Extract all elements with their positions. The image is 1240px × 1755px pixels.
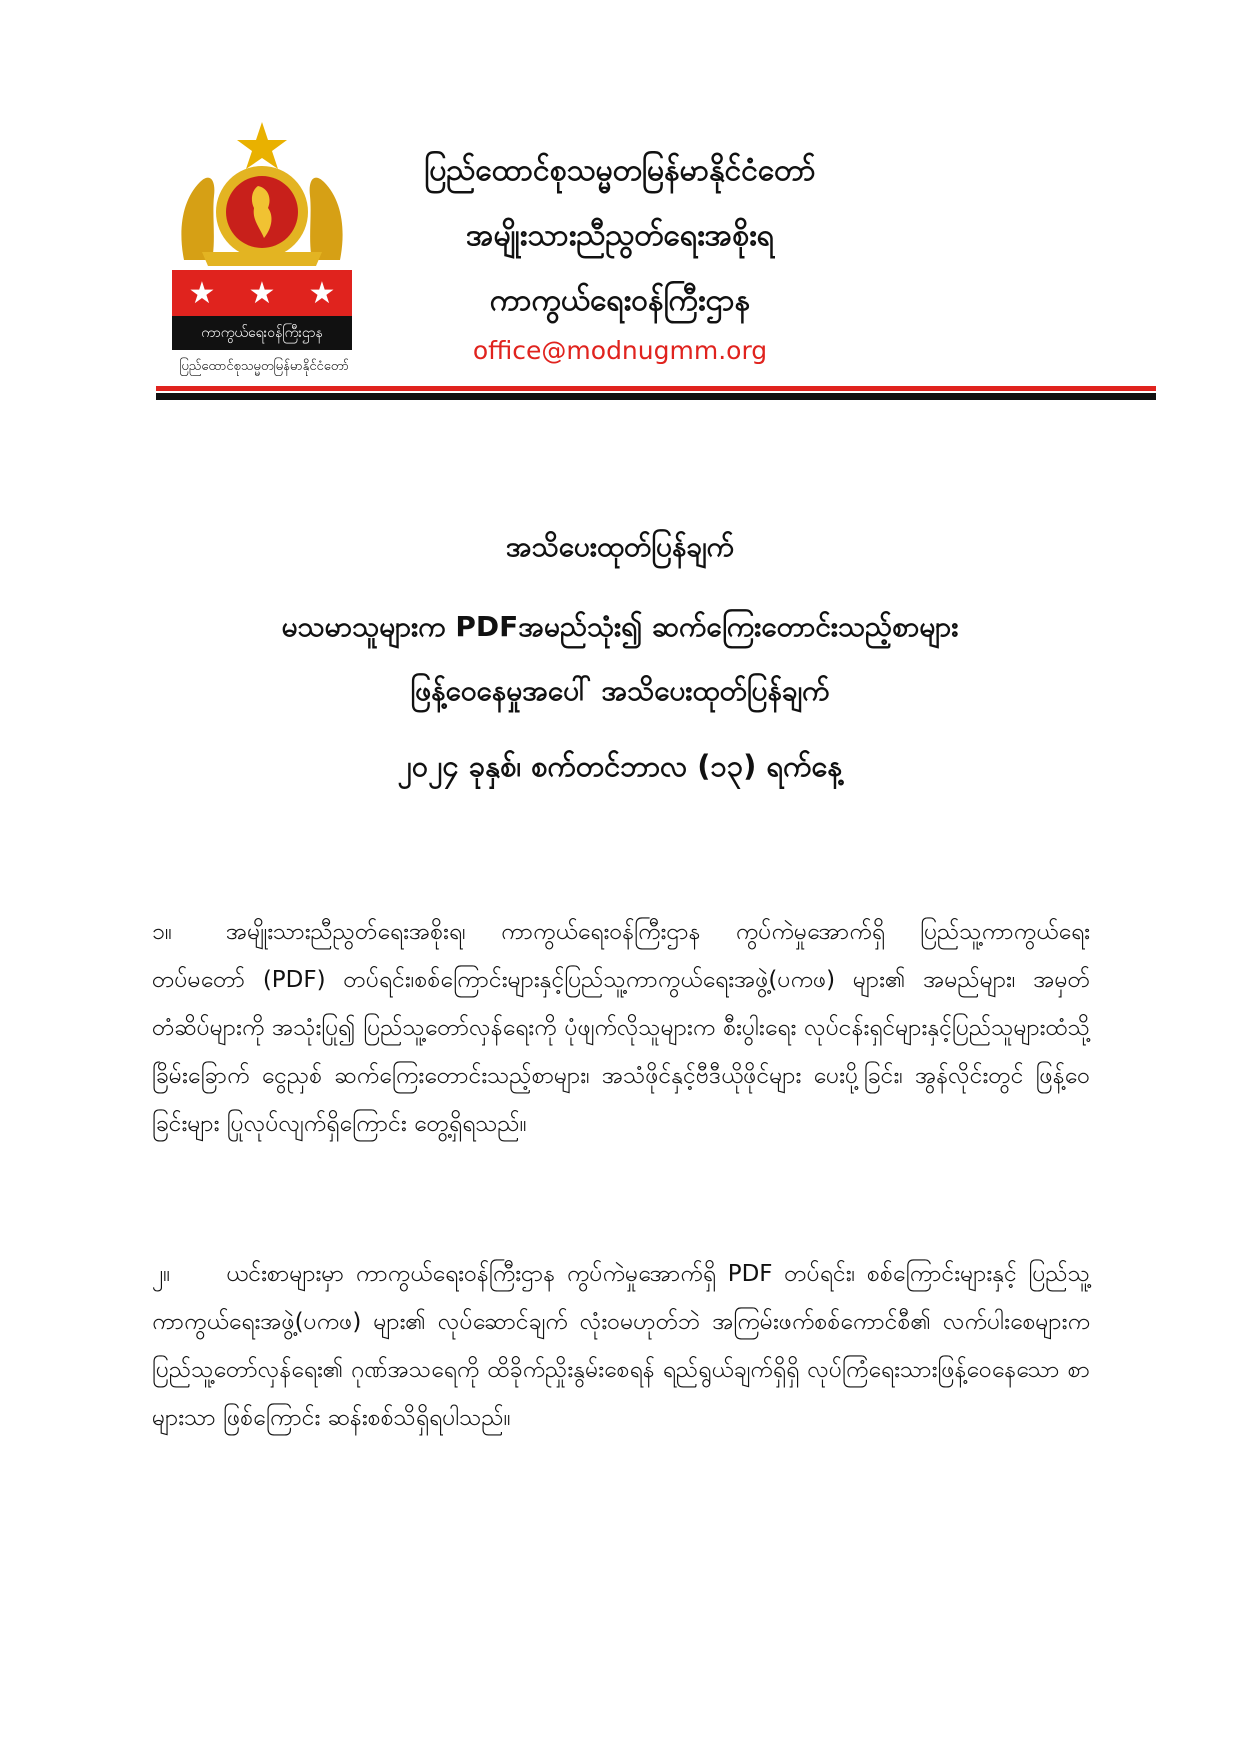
document-date: ၂၀၂၄ ခုနှစ်၊ စက်တင်ဘာလ (၁၃) ရက်နေ့ bbox=[397, 749, 843, 783]
paragraph-number: ၁။ bbox=[152, 919, 172, 945]
header-divider-red bbox=[156, 386, 1156, 391]
ministry-emblem bbox=[172, 120, 360, 382]
document-subject-line2: ဖြန့်ဝေနေမှုအပေါ် အသိပေးထုတ်ပြန်ချက် bbox=[410, 674, 830, 707]
document-title: အသိပေးထုတ်ပြန်ချက် bbox=[505, 530, 735, 563]
paragraph-1 bbox=[152, 908, 1090, 1148]
header-email-link[interactable]: office@modnugmm.org bbox=[472, 336, 768, 365]
paragraph-number: ၂။ bbox=[152, 1261, 171, 1287]
emblem-star-band bbox=[172, 270, 352, 316]
star-icon: ★ bbox=[248, 275, 276, 311]
star-icon: ★ bbox=[308, 275, 336, 311]
emblem-ministry-label: ကာကွယ်ရေးဝန်ကြီးဌာန bbox=[172, 316, 352, 350]
paragraph-text: ယင်းစာများမှာ ကာကွယ်ရေးဝန်ကြီးဌာန ကွပ်ကဲမှုအောက်ရှိ PDF တပ်ရင်း၊ စစ်ကြောင်းများနှင့် ပြည်သူ့ ကာကွယ်ရေးအဖွဲ့(ပကဖ) များ၏ လုပ်ဆောင်ချက် လုံးဝမဟုတ်ဘဲ အကြမ်းဖက်စစ်ကောင်စီ၏ လက်ပါးစေများက ပြည်သူ့တော်လှန်ရေး၏ ဂုဏ်အသရေကို ထိခိုက်ညှိုးနွမ်းစေရန် ရည်ရွယ်ချက်ရှိရှိ လုပ်ကြံရေးသားဖြန့်ဝေနေသော စာများသာ ဖြစ်ကြောင်း ဆန်းစစ်သိရှိရပါသည်။ bbox=[152, 1261, 1090, 1431]
paragraph-2 bbox=[152, 1250, 1090, 1442]
header-divider-black bbox=[156, 393, 1156, 400]
header-country-name: ပြည်ထောင်စုသမ္မတမြန်မာနိုင်ငံတော် bbox=[424, 153, 816, 188]
header-ministry-name: ကာကွယ်ရေးဝန်ကြီးဌာန bbox=[489, 283, 751, 318]
header-government-name: အမျိုးသားညီညွတ်ရေးအစိုးရ bbox=[466, 218, 774, 253]
coat-of-arms-icon bbox=[172, 120, 352, 270]
paragraph-text: အမျိုးသားညီညွတ်ရေးအစိုးရ၊ ကာကွယ်ရေးဝန်ကြီးဌာန ကွပ်ကဲမှုအောက်ရှိ ပြည်သူ့ကာကွယ်ရေးတပ်မတော် (PDF) တပ်ရင်း၊စစ်ကြောင်းများနှင့်ပြည်သူ့ကာကွယ်ရေးအဖွဲ့(ပကဖ) များ၏ အမည်များ၊ အမှတ်တံဆိပ်များကို အသုံးပြု၍ ပြည်သူ့တော်လှန်ရေးကို ပုံဖျက်လိုသူများက စီးပွါးရေး လုပ်ငန်းရှင်များနှင့်ပြည်သူများထံသို့ ခြိမ်းခြောက် ငွေညှစ် ဆက်ကြေးတောင်းသည့်စာများ၊ အသံဖိုင်နှင့်ဗီဒီယိုဖိုင်များ ပေးပို့ခြင်း၊ အွန်လိုင်းတွင် ဖြန့်ဝေခြင်းများ ပြုလုပ်လျက်ရှိကြောင်း တွေ့ရှိရသည်။ bbox=[152, 919, 1090, 1137]
star-icon: ★ bbox=[188, 275, 216, 311]
emblem-caption: ပြည်ထောင်စုသမ္မတမြန်မာနိုင်ငံတော် bbox=[179, 359, 349, 374]
document-subject-line1: မသမာသူများက PDFအမည်သုံး၍ ဆက်ကြေးတောင်းသည့်စာများ bbox=[281, 610, 959, 643]
